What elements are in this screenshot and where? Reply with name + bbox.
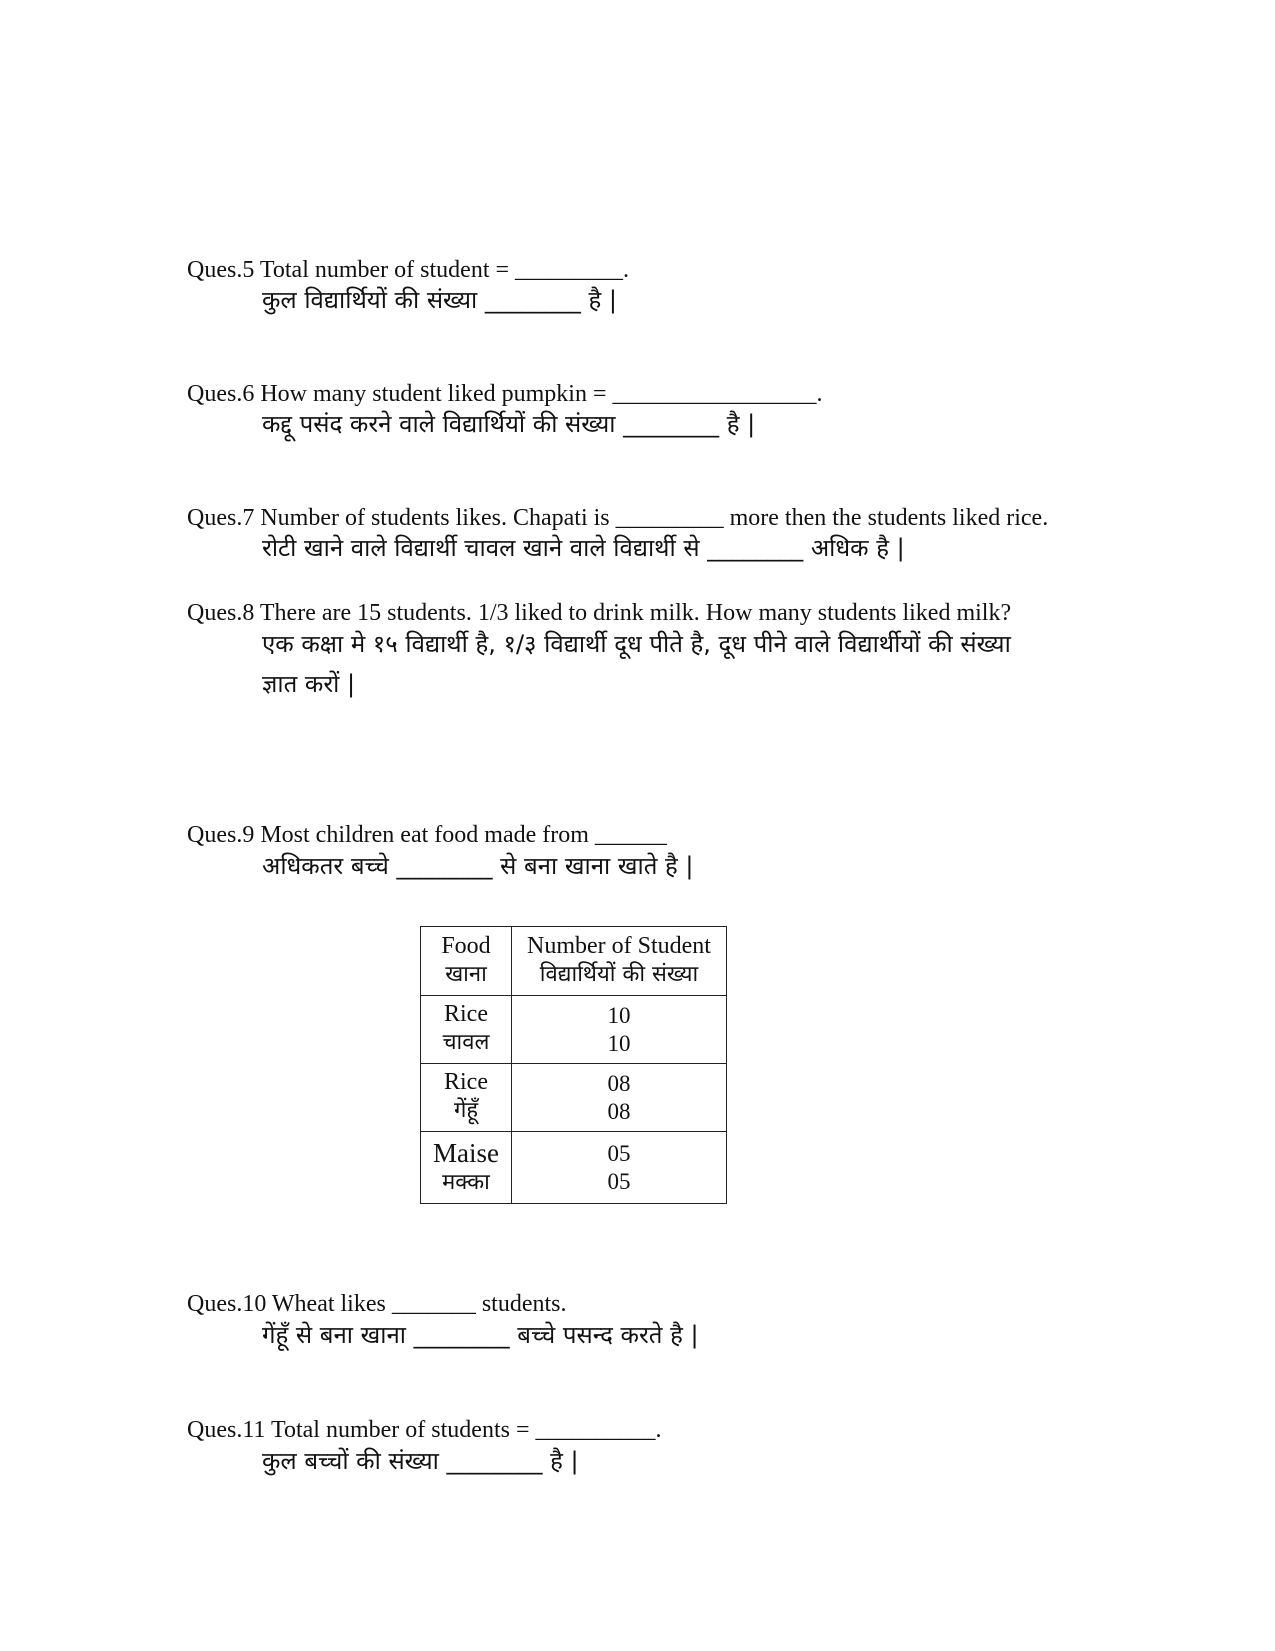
question-5-english: Ques.5 Total number of student = _________.: [187, 257, 630, 283]
table-cell-count: [512, 1132, 727, 1204]
question-6-hindi: कद्दू पसंद करने वाले विद्यार्थियों की संख्या ________ है |: [262, 410, 756, 438]
question-8-english: Ques.8 There are 15 students. 1/3 liked to drink milk. How many students liked milk?: [187, 600, 1012, 626]
table-header-row: [421, 927, 727, 996]
table-row: [421, 1064, 727, 1132]
count-value: 10: [607, 1030, 631, 1056]
header-count-hindi: विद्यार्थियों की संख्या: [539, 961, 699, 987]
header-food-english: Food: [441, 932, 491, 959]
table-cell-food: [421, 1064, 512, 1132]
question-6-english: Ques.6 How many student liked pumpkin = _________________.: [187, 381, 823, 407]
header-count-english: Number of Student: [527, 932, 711, 959]
table-row: [421, 996, 727, 1064]
table-header-food: [421, 927, 512, 996]
question-11-hindi: कुल बच्चों की संख्या ________ है |: [262, 1447, 579, 1475]
question-10-hindi: गेंहूँ से बना खाना ________ बच्चे पसन्द करते है |: [262, 1321, 699, 1349]
header-food-hindi: खाना: [445, 961, 487, 987]
table-cell-count: [512, 1064, 727, 1132]
food-english: Maise: [433, 1137, 499, 1168]
question-7-english: Ques.7 Number of students likes. Chapati is _________ more then the students liked rice.: [187, 505, 1049, 531]
count-value: 08: [607, 1098, 631, 1124]
count-value: 08: [607, 1070, 631, 1096]
table-cell-food: [421, 996, 512, 1064]
question-9-hindi: अधिकतर बच्चे ________ से बना खाना खाते है |: [262, 852, 694, 880]
table-row: [421, 1132, 727, 1204]
food-english: Rice: [444, 1069, 488, 1095]
question-10-english: Ques.10 Wheat likes _______ students.: [187, 1291, 567, 1317]
question-8-hindi-continued: ज्ञात करों |: [262, 670, 356, 698]
count-value: 10: [607, 1002, 631, 1028]
table-cell-count: [512, 996, 727, 1064]
question-8-hindi: एक कक्षा मे १५ विद्यार्थी है, १/३ विद्यार्थी दूध पीते है, दूध पीने वाले विद्यार्थीयों की संख्या: [262, 630, 1011, 658]
question-7-hindi: रोटी खाने वाले विद्यार्थी चावल खाने वाले विद्यार्थी से ________ अधिक है |: [262, 534, 905, 562]
table-header-count: [512, 927, 727, 996]
food-hindi: मक्का: [442, 1169, 490, 1195]
question-11-english: Ques.11 Total number of students = __________.: [187, 1417, 662, 1443]
food-hindi: चावल: [442, 1030, 490, 1055]
question-5-hindi: कुल विद्यार्थियों की संख्या ________ है |: [262, 286, 617, 314]
count-value: 05: [607, 1168, 631, 1194]
count-value: 05: [607, 1140, 631, 1166]
question-9-english: Ques.9 Most children eat food made from ______: [187, 822, 667, 848]
food-table: [420, 926, 727, 1204]
food-english: Rice: [444, 1001, 488, 1027]
table-cell-food: [421, 1132, 512, 1204]
food-hindi: गेंहूँ: [453, 1098, 479, 1123]
